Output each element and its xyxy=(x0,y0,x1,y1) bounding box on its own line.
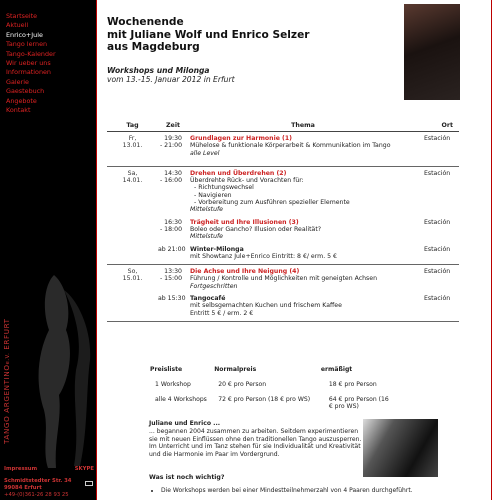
nav-startseite[interactable]: Startseite xyxy=(6,12,38,20)
workshop-title: Trägheit und Ihre Illusionen (3) xyxy=(190,218,299,226)
workshop-title: Grundlagen zur Harmonie (1) xyxy=(190,135,293,142)
nav-wir-ueber-uns[interactable]: Wir ueber uns xyxy=(6,59,51,68)
table-row: Sa, 14.01. 14:30 - 16:00 Drehen und Überdrehen (2) Überdrehte Rück- und Vorachten für: - Richtungswechsel - Navigieren - Vorbereitung zum Ausführen spezieller Elemente Mittelstufe Estación xyxy=(107,170,459,214)
table-row: 16:30 - 18:00 Trägheit und Ihre Illusionen (3) Boleo oder Gancho? Illusion oder Realität? Mittelstufe Estación xyxy=(107,219,459,241)
mail-icon[interactable] xyxy=(85,481,93,486)
about-heading: Juliane und Enrico ... xyxy=(149,420,221,427)
impressum-phone: +49-(0)361-26 28 93 25 xyxy=(4,491,69,498)
nav-aktuell[interactable]: Aktuell xyxy=(6,21,29,30)
program-table-header xyxy=(107,122,459,132)
day-sunday xyxy=(107,265,459,322)
nav-galerie[interactable]: Galerie xyxy=(6,77,29,86)
event-title: Winter-Milonga xyxy=(190,245,244,253)
col-thema: Thema xyxy=(291,122,315,129)
col-tag: Tag xyxy=(126,122,139,129)
venue: Estación xyxy=(424,169,451,177)
day-saturday xyxy=(107,167,459,265)
event-title: Tangocafé xyxy=(190,295,226,303)
brand-vertical-logo: TANGO ARGENTINOe.V. ERFURT xyxy=(2,318,11,444)
sidebar xyxy=(0,0,96,500)
page-title: Wochenende mit Juliane Wolf und Enrico Selzer aus Magdeburg xyxy=(107,16,310,53)
venue: Estación xyxy=(424,245,451,253)
impressum-block xyxy=(4,466,94,499)
nav-gaestebuch[interactable]: Gaestebuch xyxy=(6,87,45,96)
impressum-street: Schmidtstedter Str. 34 xyxy=(4,478,72,485)
price-table xyxy=(150,366,390,418)
couple-photo xyxy=(363,419,438,477)
info-heading: Was ist noch wichtig? xyxy=(149,474,225,481)
price-table-header: Preisliste Normalpreis ermäßigt xyxy=(150,366,353,373)
info-list xyxy=(161,487,461,495)
impressum-link[interactable]: Impressum xyxy=(4,466,38,472)
price-row: 1 Workshop 20 € pro Person 18 € pro Person xyxy=(155,381,377,388)
workshop-title: Drehen und Überdrehen (2) xyxy=(190,169,287,177)
dancers-silhouette xyxy=(14,270,94,470)
sidebar-divider xyxy=(96,0,99,500)
event-dates: vom 13.-15. Januar 2012 in Erfurt xyxy=(107,75,235,84)
venue: Estación xyxy=(424,295,451,303)
nav-tango-lernen[interactable]: Tango lernen xyxy=(6,40,48,49)
list-item: • Die Workshops werden bei einer Mindestteilnehmerzahl von 4 Paaren durchgeführt. xyxy=(161,487,461,495)
table-row: ab 21:00 Winter-Milonga mit Showtanz Jule+Enrico Eintritt: 8 €/ erm. 5 € Estación xyxy=(107,246,459,261)
col-zeit: Zeit xyxy=(165,122,180,129)
right-border xyxy=(491,0,492,500)
nav-angebote[interactable]: Angebote xyxy=(6,96,37,105)
nav-enrico-jule[interactable]: Enrico+Jule xyxy=(6,30,43,39)
main-nav xyxy=(6,12,56,115)
dancers-photo xyxy=(404,4,460,100)
venue: Estación xyxy=(424,135,451,142)
table-row: ab 15:30 Tangocafé mit selbsgemachten Kuchen und frischem Kaffee Entritt 5 € / erm. 2 € Estación xyxy=(107,295,459,317)
nav-kontakt[interactable]: Kontakt xyxy=(6,106,31,115)
venue: Estación xyxy=(424,268,451,276)
nav-informationen[interactable]: Informationen xyxy=(6,68,51,77)
impressum-city: 99084 Erfurt xyxy=(4,485,42,492)
venue: Estación xyxy=(424,218,451,226)
about-text: ... begannen 2004 zusammen zu arbeiten. Seitdem experimentieren sie mit neuen Einflüssen ohne den traditionellen Tango auszusperren. Im Unterricht und im Tanz stehen für sie Individualität und Kreativität und die Harmonie im Paar im Vordergrund. xyxy=(149,427,362,459)
price-row: alle 4 Workshops 72 € pro Person (18 € pro WS) 64 € pro Person (16 € pro WS) xyxy=(155,396,389,410)
day-friday xyxy=(107,132,459,167)
table-row: Fr, 13.01. 19:30 - 21:00 Grundlagen zur Harmonie (1) Mühelose & funktionale Körperarbeit & Kommunikation im Tango alle Level Estación xyxy=(107,135,459,157)
about-section xyxy=(149,420,364,459)
col-ort: Ort xyxy=(441,122,453,129)
program-table xyxy=(107,122,459,322)
skype-label[interactable]: SKYPE xyxy=(74,466,94,472)
page-header xyxy=(107,16,387,85)
workshop-title: Die Achse und Ihre Neigung (4) xyxy=(190,268,300,276)
table-row: So, 15.01. 13:30 - 15:00 Die Achse und Ihre Neigung (4) Führung / Kontrolle und Möglichkeiten mit geneigten Achsen Fortgeschritten Estación xyxy=(107,268,459,290)
nav-tango-kalender[interactable]: Tango-Kalender xyxy=(6,49,56,58)
page-subtitle: Workshops und Milonga xyxy=(107,65,210,75)
